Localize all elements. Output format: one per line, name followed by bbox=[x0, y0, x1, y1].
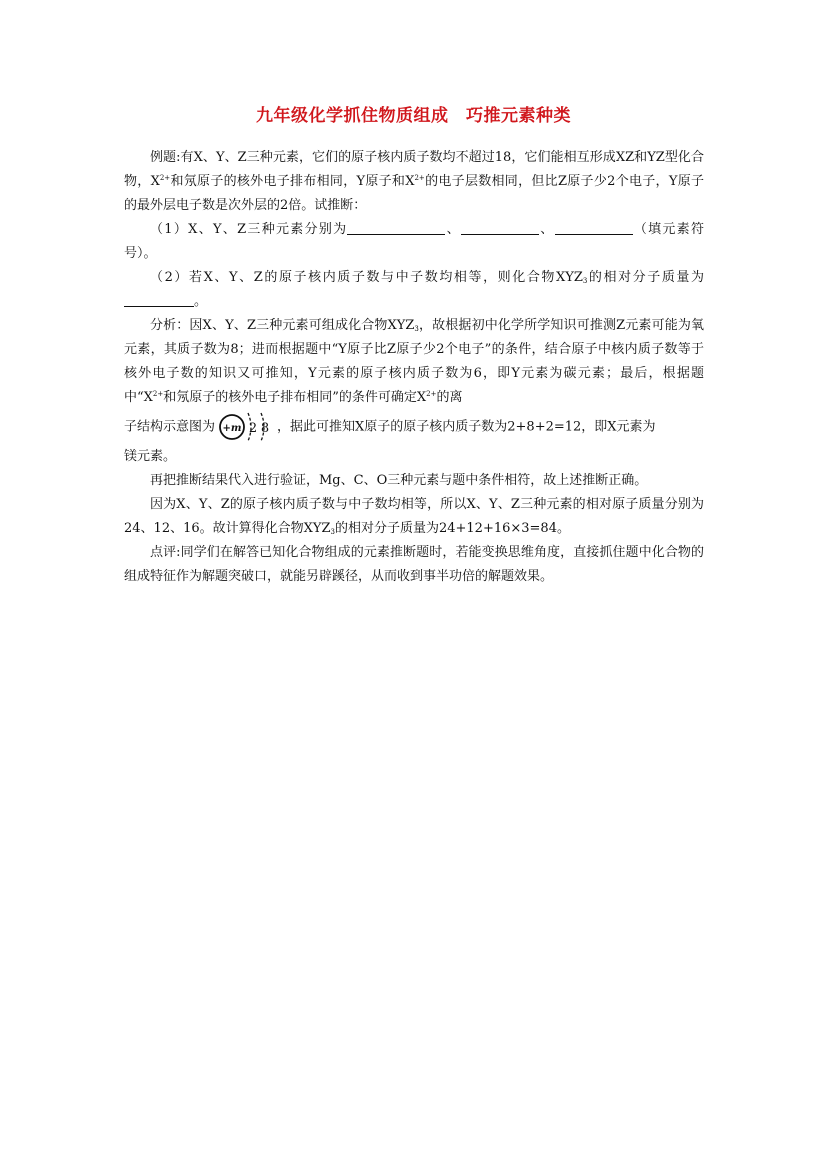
comment-paragraph: 点评:同学们在解答已知化合物组成的元素推断题时，若能变换思维角度，直接抓住题中化合物的组成特征作为解题突破口，就能另辟蹊径，从而收到事半功倍的解题效果。 bbox=[124, 544, 704, 584]
page-title: 九年级化学抓住物质组成 巧推元素种类 bbox=[256, 106, 571, 126]
shell-2-electrons: 8 bbox=[260, 421, 270, 436]
example-paragraph: 例题:有X、Y、Z三种元素，它们的原子核内质子数均不超过18，它们能相互形成XZ和YZ型化合物，$X^{2+}$和氖原子的核外电子排布相同，Y原子和$X^{2+}$的电子层数相同，但比Z原子少2个电子，Y原子的最外层电子数是次外层的2倍。试推断： bbox=[124, 150, 704, 213]
answer-blank[interactable] bbox=[555, 220, 633, 235]
document-body bbox=[124, 146, 704, 589]
analysis-conclusion: 镁元素。 bbox=[124, 448, 177, 464]
answer-blank[interactable] bbox=[461, 220, 539, 235]
structure-line: 子结构示意图为 +m 2 8 ，据此可推知X原子的原子核内质子数为2+8+2=12，即X元素为 bbox=[124, 410, 704, 445]
answer-blank[interactable] bbox=[347, 220, 445, 235]
verify-paragraph: 再把推断结果代入进行验证，Mg、C、O三种元素与题中条件相符，故上述推断正确。 bbox=[150, 472, 648, 488]
mass-paragraph: 因为X、Y、Z的原子核内质子数与中子数均相等，所以X、Y、Z三种元素的相对原子质量分别为24、12、16。故计算得化合物$XYZ_3$的相对分子质量为24+12+16×3=84。 bbox=[124, 496, 704, 536]
analysis-paragraph: 分析：因X、Y、Z三种元素可组成化合物$XYZ_3$，故根据初中化学所学知识可推测Z元素可能为氧元素，其质子数为8；进而根据题中“Y原子比Z原子少2个电子”的条件，结合原子中核内质子数等于核外电子数的知识又可推知，Y元素的原子核内质子数为6，即Y元素为碳元素；最后，根据题中“$X^{2+}$和氖原子的核外电子排布相同”的条件可确定$X^{2+}$的离 bbox=[124, 318, 704, 405]
question-2: （2）若X、Y、Z的原子核内质子数与中子数均相等，则化合物$XYZ_3$的相对分子质量为。 bbox=[124, 266, 704, 314]
shell-1-electrons: 2 bbox=[248, 421, 258, 436]
question-1: （1）X、Y、Z三种元素分别为 、 、 （填元素符号）。 bbox=[124, 222, 704, 261]
ion-structure-diagram bbox=[217, 410, 275, 444]
nucleus-label: +m bbox=[222, 423, 242, 434]
answer-blank[interactable] bbox=[124, 292, 194, 307]
